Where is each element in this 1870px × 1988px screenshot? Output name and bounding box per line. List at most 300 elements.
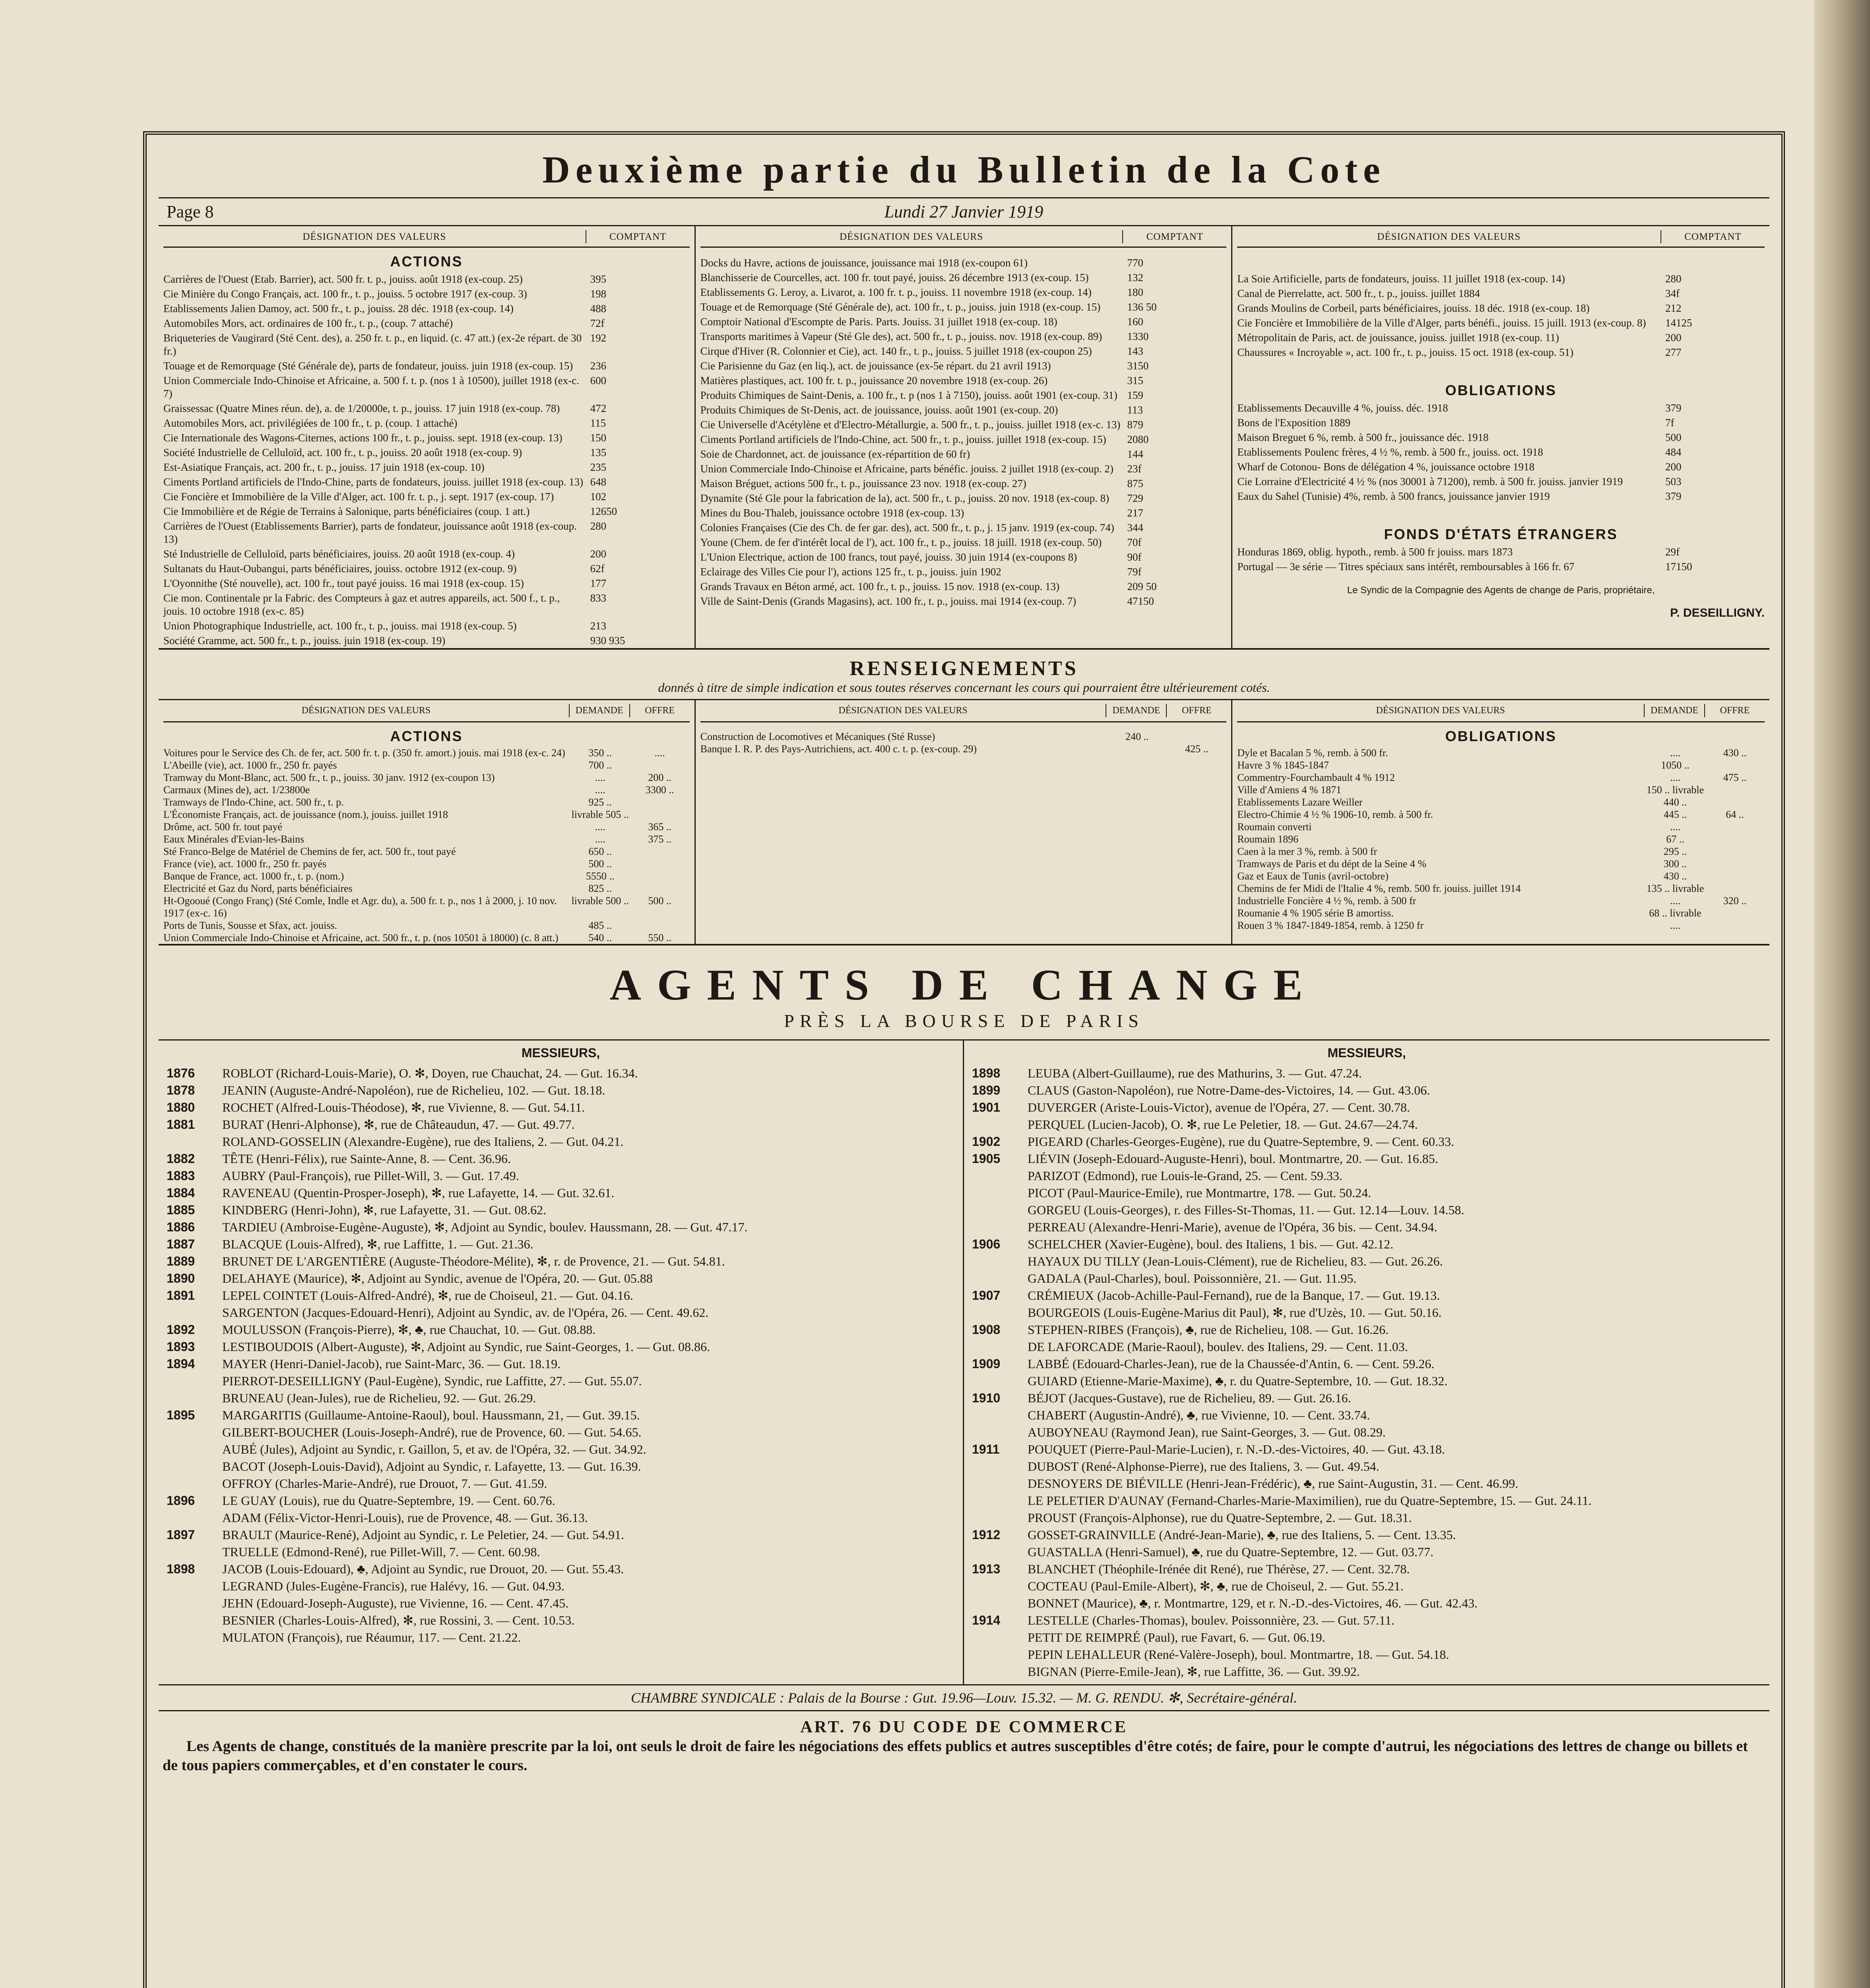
row-designation: Grands Moulins de Corbeil, parts bénéficiaires, jouiss. 18 déc. 1918 (ex-coup. 18): [1237, 302, 1590, 314]
column-header: [163, 226, 690, 248]
table-row: [972, 1133, 1761, 1150]
rens-section-actions: ACTIONS: [390, 728, 463, 744]
table-row: [167, 1065, 955, 1082]
table-row: [163, 895, 690, 919]
agent-year: 1893: [167, 1340, 195, 1354]
row-demande: 650 ..: [588, 846, 612, 857]
table-row: [1237, 345, 1765, 360]
table-row: [163, 870, 690, 882]
row-offre: [630, 796, 690, 808]
rens-column-3: [1232, 700, 1769, 944]
table-row: [972, 1390, 1761, 1407]
agent-entry: PICOT (Paul-Maurice-Emile), rue Montmartre, 178. — Gut. 50.24.: [1028, 1186, 1371, 1200]
row-demande: ....: [1670, 772, 1680, 783]
row-comptant: 136 50: [1127, 301, 1157, 313]
page-number: Page 8: [167, 202, 214, 221]
agent-entry: MAYER (Henri-Daniel-Jacob), rue Saint-Marc, 36. — Gut. 18.19.: [222, 1357, 561, 1371]
agent-year: 1902: [972, 1134, 1001, 1149]
table-row: [1237, 286, 1765, 301]
agent-entry: GOSSET-GRAINVILLE (André-Jean-Marie), ♣, rue des Italiens, 5. — Cent. 13.35.: [1028, 1528, 1456, 1542]
cote-column-1: [159, 226, 696, 648]
row-designation: Electricité et Gaz du Nord, parts bénéficiaires: [163, 883, 353, 894]
row-designation: Colonies Françaises (Cie des Ch. de fer gar. des), act. 500 fr., t. p., j. 15 janv. 1919 (ex-coup. 74): [700, 522, 1114, 534]
table-row: [1237, 759, 1765, 771]
table-row: [700, 315, 1227, 329]
table-row: [972, 1509, 1761, 1526]
row-demande: ....: [1670, 920, 1680, 931]
table-row: [972, 1424, 1761, 1441]
table-row: [972, 1184, 1761, 1202]
table-row: [1237, 771, 1765, 784]
agent-year: [167, 1509, 222, 1526]
agent-year: [972, 1578, 1028, 1595]
table-row: [163, 759, 690, 771]
agent-year: [972, 1116, 1028, 1133]
row-designation: Etablissements Lazare Weiller: [1237, 796, 1363, 808]
agent-year: 1911: [972, 1442, 1000, 1456]
row-comptant: 14125: [1665, 317, 1692, 329]
agent-year: [972, 1646, 1028, 1663]
agent-entry: GUIARD (Etienne-Marie-Maxime), ♣, r. du Quatre-Septembre, 10. — Gut. 18.32.: [1028, 1374, 1448, 1388]
agent-year: 1886: [167, 1220, 195, 1234]
row-comptant: 143: [1127, 345, 1143, 357]
row-offre: 3300 ..: [645, 784, 674, 796]
row-demande: 825 ..: [588, 883, 612, 894]
table-row: [700, 550, 1227, 565]
table-row: [167, 1424, 955, 1441]
table-row: [972, 1338, 1761, 1355]
agent-year: [972, 1184, 1028, 1202]
rens2-rows: [700, 730, 1227, 755]
row-offre: ....: [654, 747, 665, 759]
agent-entry: CHABERT (Augustin-André), ♣, rue Vivienne, 10. — Cent. 33.74.: [1028, 1408, 1370, 1422]
row-designation: Electro-Chimie 4 ½ % 1906-10, remb. à 500 fr.: [1237, 809, 1433, 820]
table-row: [972, 1116, 1761, 1133]
row-designation: Cirque d'Hiver (R. Colonnier et Cie), act. 140 fr., t. p., jouiss. 5 juillet 1918 (ex-coupon 25): [700, 345, 1092, 357]
row-comptant: 12650: [590, 505, 617, 517]
row-designation: Tramways de Paris et du dépt de la Seine 4 %: [1237, 858, 1426, 870]
row-comptant: 277: [1665, 346, 1682, 358]
table-row: [167, 1253, 955, 1270]
row-designation: Cie Foncière et Immobilière de la Ville d'Alger, act. 100 fr. t. p., j. sept. 1917 (ex-coup. 17): [163, 491, 554, 503]
messieurs-heading: MESSIEURS,: [521, 1046, 600, 1060]
table-row: [700, 447, 1227, 462]
row-offre: [630, 882, 690, 895]
table-row: [972, 1578, 1761, 1595]
row-demande: 135 .. livrable: [1646, 883, 1704, 894]
agent-year: 1880: [167, 1100, 195, 1114]
table-row: [700, 462, 1227, 476]
row-designation: Etablissements G. Leroy, a. Livarot, a. 100 fr. t. p., jouiss. 11 novembre 1918 (ex-coup. 14): [700, 286, 1092, 298]
agents-subtitle: PRÈS LA BOURSE DE PARIS: [784, 1011, 1144, 1031]
syndic-line: Le Syndic de la Compagnie des Agents de change de Paris, propriétaire,: [1347, 585, 1655, 596]
agent-entry: BRUNEAU (Jean-Jules), rue de Richelieu, 92. — Gut. 26.29.: [222, 1391, 536, 1405]
agent-year: [972, 1253, 1028, 1270]
row-designation: Voitures pour le Service des Ch. de fer, act. 500 fr. t. p. (350 fr. amort.) jouis. mai 1918 (ex-c. 24): [163, 747, 565, 759]
agent-entry: GORGEU (Louis-Georges), r. des Filles-St-Thomas, 11. — Gut. 12.14—Louv. 14.58.: [1028, 1203, 1465, 1217]
row-designation: Touage et de Remorquage (Sté Générale de), act. 100 fr., t. p., jouiss. juin 1918 (ex-coup. 15): [700, 301, 1101, 313]
agent-entry: MOULUSSON (François-Pierre), ✻, ♣, rue Chauchat, 10. — Gut. 08.88.: [222, 1322, 596, 1337]
table-row: [1237, 784, 1765, 796]
row-designation: Etablissements Decauville 4 %, jouiss. déc. 1918: [1237, 402, 1448, 414]
row-comptant: 72f: [590, 317, 605, 329]
row-comptant: 62f: [590, 563, 605, 575]
row-designation: Wharf de Cotonou- Bons de délégation 4 %, jouissance octobre 1918: [1237, 461, 1534, 473]
row-comptant: 600: [590, 375, 607, 386]
agent-year: [167, 1133, 222, 1150]
row-demande: 700 ..: [588, 759, 612, 771]
table-row: [1237, 401, 1765, 415]
table-row: [972, 1561, 1761, 1578]
row-designation: La Soie Artificielle, parts de fondateurs, jouiss. 11 juillet 1918 (ex-coup. 14): [1237, 273, 1565, 285]
table-row: [700, 594, 1227, 609]
row-demande: 150 .. livrable: [1646, 784, 1704, 796]
agent-year: [167, 1578, 222, 1595]
row-comptant: 472: [590, 402, 607, 414]
rens-column-1: [159, 700, 696, 944]
table-row: [972, 1595, 1761, 1612]
table-row: [1237, 445, 1765, 460]
table-row: [1237, 489, 1765, 504]
row-offre: 200 ..: [648, 772, 671, 783]
row-comptant: 198: [590, 288, 607, 300]
agent-year: [167, 1390, 222, 1407]
row-demande: ....: [1670, 821, 1680, 833]
row-offre: [1167, 730, 1226, 743]
agent-year: [972, 1407, 1028, 1424]
table-row: [700, 520, 1227, 535]
agent-entry: DELAHAYE (Maurice), ✻, Adjoint au Syndic, avenue de l'Opéra, 20. — Gut. 05.88: [222, 1271, 653, 1285]
row-designation: Automobiles Mors, act. ordinaires de 100 fr., t. p., (coup. 7 attaché): [163, 317, 453, 329]
agent-year: 1891: [167, 1288, 195, 1303]
row-designation: Sté Industrielle de Celluloïd, parts bénéficiaires, jouiss. 20 août 1918 (ex-coup. 4): [163, 548, 515, 560]
agent-entry: OFFROY (Charles-Marie-André), rue Drouot, 7. — Gut. 41.59.: [222, 1476, 547, 1491]
bulletin-page: [143, 131, 1785, 1988]
agent-entry: BLACQUE (Louis-Alfred), ✻, rue Laffitte, 1. — Gut. 21.36.: [222, 1237, 533, 1251]
agent-entry: DUVERGER (Ariste-Louis-Victor), avenue de l'Opéra, 27. — Cent. 30.78.: [1028, 1100, 1410, 1114]
row-comptant: 395: [590, 273, 607, 285]
row-comptant: 200: [1665, 461, 1682, 473]
header-demande: DEMANDE: [1644, 704, 1704, 717]
row-demande: ....: [595, 833, 605, 845]
row-designation: Transports maritimes à Vapeur (Sté Gle des), act. 500 fr., t. p., jouiss. nov. 1918 (ex-coup. 89): [700, 330, 1102, 342]
agent-year: [167, 1441, 222, 1458]
table-row: [700, 506, 1227, 520]
row-comptant: 17150: [1665, 561, 1692, 573]
row-demande: 540 ..: [588, 932, 612, 944]
agent-year: [972, 1219, 1028, 1236]
table-row: [167, 1509, 955, 1526]
table-row: [700, 743, 1227, 755]
agent-entry: AUBOYNEAU (Raymond Jean), rue Saint-Georges, 3. — Gut. 08.29.: [1028, 1425, 1386, 1439]
table-row: [163, 316, 690, 331]
row-designation: L'Union Electrique, action de 100 francs, tout payé, jouiss. 30 juin 1914 (ex-coupons 8): [700, 551, 1077, 563]
header-designation: DÉSIGNATION DES VALEURS: [838, 705, 968, 716]
row-demande: 430 ..: [1663, 870, 1687, 882]
table-row: [700, 535, 1227, 550]
row-comptant: 23f: [1127, 463, 1142, 475]
row-demande: 445 ..: [1663, 809, 1687, 820]
agent-year: [972, 1475, 1028, 1492]
row-designation: Produits Chimiques de Saint-Denis, a. 100 fr., t. p (nos 1 à 7150), jouiss. août 1901 (ex-coup. 31): [700, 389, 1117, 401]
agent-entry: BURAT (Henri-Alphonse), ✻, rue de Châteaudun, 47. — Gut. 49.77.: [222, 1117, 575, 1132]
agent-year: [167, 1373, 222, 1390]
agent-entry: BOURGEOIS (Louis-Eugène-Marius dit Paul), ✻, rue d'Uzès, 10. — Gut. 50.16.: [1028, 1305, 1442, 1320]
table-row: [972, 1458, 1761, 1475]
table-row: [167, 1321, 955, 1338]
row-designation: Havre 3 % 1845-1847: [1237, 759, 1329, 771]
row-comptant: 833: [590, 592, 607, 604]
table-row: [163, 561, 690, 576]
agent-year: [972, 1202, 1028, 1219]
row-offre: [1705, 907, 1765, 919]
table-row: [163, 833, 690, 845]
row-designation: Cie Universelle d'Acétylène et d'Electro-Métallurgie, a. 500 fr., t. p., jouiss. juillet 1918 (ex-c. 13): [700, 419, 1121, 431]
table-row: [167, 1458, 955, 1475]
table-row: [167, 1150, 955, 1167]
rens1-rows: [163, 747, 690, 944]
table-row: [1237, 301, 1765, 316]
row-comptant: 2080: [1127, 433, 1149, 445]
row-designation: Honduras 1869, oblig. hypoth., remb. à 500 fr jouiss. mars 1873: [1237, 546, 1513, 558]
row-designation: Sté Franco-Belge de Matériel de Chemins de fer, act. 500 fr., tout payé: [163, 846, 456, 857]
row-comptant: 770: [1127, 257, 1143, 269]
agent-entry: CLAUS (Gaston-Napoléon), rue Notre-Dame-des-Victoires, 14. — Gut. 43.06.: [1028, 1083, 1430, 1097]
agent-year: [167, 1595, 222, 1612]
table-row: [700, 270, 1227, 285]
table-row: [700, 300, 1227, 315]
agent-entry: TRUELLE (Edmond-René), rue Pillet-Will, 7. — Cent. 60.98.: [222, 1545, 540, 1559]
row-offre: [1705, 784, 1765, 796]
section-obligations: OBLIGATIONS: [1445, 382, 1557, 398]
row-designation: Est-Asiatique Français, act. 200 fr., t. p., jouiss. 17 juin 1918 (ex-coup. 10): [163, 461, 485, 473]
agents-title: AGENTS DE CHANGE: [609, 961, 1319, 1009]
row-designation: Roumain 1896: [1237, 833, 1299, 845]
agent-year: [972, 1373, 1028, 1390]
table-row: [1237, 882, 1765, 895]
table-row: [167, 1595, 955, 1612]
agent-year: 1914: [972, 1613, 1001, 1627]
row-offre: [1705, 882, 1765, 895]
column-header: [1237, 226, 1765, 248]
agent-year: 1876: [167, 1066, 195, 1080]
row-designation: Industrielle Foncière 4 ½ %, remb. à 500 fr: [1237, 895, 1416, 907]
table-row: [167, 1475, 955, 1492]
agent-entry: BACOT (Joseph-Louis-David), Adjoint au Syndic, r. Lafayette, 13. — Gut. 16.39.: [222, 1459, 641, 1474]
table-row: [163, 373, 690, 401]
row-designation: Roumain converti: [1237, 821, 1312, 833]
page-spine-shadow: [1814, 0, 1870, 1988]
table-row: [972, 1167, 1761, 1184]
row-designation: Union Commerciale Indo-Chinoise et Africaine, act. 500 fr., t. p. (nos 10501 à 18000) (c. 8 att.): [163, 932, 559, 944]
table-row: [1237, 316, 1765, 330]
row-designation: Etablissements Jalien Damoy, act. 500 fr., t. p., jouiss. 28 déc. 1918 (ex-coup. 14): [163, 303, 514, 315]
row-designation: Tramways de l'Indo-Chine, act. 500 fr., t. p.: [163, 796, 344, 808]
table-row: [972, 1219, 1761, 1236]
row-demande: 295 ..: [1663, 846, 1687, 857]
agent-entry: ADAM (Félix-Victor-Henri-Louis), rue de Provence, 48. — Gut. 36.13.: [222, 1510, 588, 1525]
row-offre: [1705, 858, 1765, 870]
table-row: [700, 491, 1227, 506]
row-designation: Banque I. R. P. des Pays-Autrichiens, act. 400 c. t. p. (ex-coup. 29): [700, 743, 977, 755]
row-designation: Chaussures « Incroyable », act. 100 fr., t. p., jouiss. 15 oct. 1918 (ex-coup. 51): [1237, 346, 1574, 358]
row-offre: [630, 870, 690, 882]
row-demande: 1050 ..: [1661, 759, 1690, 771]
row-comptant: 875: [1127, 478, 1143, 489]
table-row: [163, 431, 690, 445]
row-designation: Drôme, act. 500 fr. tout payé: [163, 821, 282, 833]
agent-year: [167, 1304, 222, 1321]
section-etats-etrangers: FONDS D'ÉTATS ÉTRANGERS: [1384, 526, 1618, 542]
agent-entry: MULATON (François), rue Réaumur, 117. — Cent. 21.22.: [222, 1630, 521, 1644]
table-row: [972, 1065, 1761, 1082]
row-demande: livrable 505 ..: [571, 809, 629, 820]
col3-rows-top: [1237, 272, 1765, 360]
row-designation: France (vie), act. 1000 fr., 250 fr. payés: [163, 858, 327, 870]
row-comptant: 209 50: [1127, 580, 1157, 592]
row-offre: [1705, 796, 1765, 808]
agent-entry: AUBÉ (Jules), Adjoint au Syndic, r. Gaillon, 5, et av. de l'Opéra, 32. — Gut. 34.92.: [222, 1442, 646, 1456]
row-designation: Carrières de l'Ouest (Etablissements Barrier), parts de fondateur, jouissance août 1918 (ex-coup. 13): [163, 520, 577, 545]
row-designation: Automobiles Mors, act. privilégiées de 100 fr., t. p. (coup. 1 attaché): [163, 417, 458, 429]
row-designation: Ville de Saint-Denis (Grands Magasins), act. 100 fr., t. p., jouiss. mai 1914 (ex-coup. 7): [700, 595, 1077, 607]
agent-year: 1885: [167, 1203, 195, 1217]
table-row: [972, 1082, 1761, 1099]
agent-year: 1883: [167, 1169, 195, 1183]
agent-year: [167, 1543, 222, 1561]
agent-year: 1909: [972, 1357, 1001, 1371]
table-row: [167, 1082, 955, 1099]
rens-header: [700, 700, 1227, 722]
row-designation: Dynamite (Sté Gle pour la fabrication de la), act. 500 fr., t. p., jouiss. 20 nov. 1918 (ex-coup. 8): [700, 492, 1110, 504]
rens-column-2: [696, 700, 1233, 944]
table-row: [1237, 919, 1765, 932]
row-designation: Ports de Tunis, Sousse et Sfax, act. jouiss.: [163, 920, 337, 931]
row-demande: ....: [1670, 747, 1680, 759]
table-row: [972, 1355, 1761, 1373]
table-row: [163, 784, 690, 796]
col3-rows-etrangers: [1237, 545, 1765, 574]
row-comptant: 115: [590, 417, 606, 429]
agent-entry: TÊTE (Henri-Félix), rue Sainte-Anne, 8. — Cent. 36.96.: [222, 1151, 511, 1166]
row-designation: Rouen 3 % 1847-1849-1854, remb. à 1250 fr: [1237, 920, 1424, 931]
agent-year: 1894: [167, 1357, 195, 1371]
agent-entry: BRUNET DE L'ARGENTIÈRE (Auguste-Théodore-Mélite), ✻, r. de Provence, 21. — Gut. 54.81.: [222, 1254, 725, 1268]
table-row: [167, 1390, 955, 1407]
table-row: [167, 1373, 955, 1390]
agents-left: [159, 1041, 964, 1684]
row-offre: 550 ..: [648, 932, 671, 944]
table-row: [163, 359, 690, 373]
table-row: [1237, 796, 1765, 808]
agent-entry: POUQUET (Pierre-Paul-Marie-Lucien), r. N.-D.-des-Victoires, 40. — Gut. 43.18.: [1028, 1442, 1445, 1456]
table-row: [163, 475, 690, 489]
row-designation: Cie Minière du Congo Français, act. 100 fr., t. p., jouiss. 5 octobre 1917 (ex-coup. 3): [163, 288, 527, 300]
agent-year: [167, 1612, 222, 1629]
row-demande: 5550 ..: [586, 870, 615, 882]
agent-year: 1912: [972, 1528, 1001, 1542]
agent-entry: BIGNAN (Pierre-Emile-Jean), ✻, rue Laffitte, 36. — Gut. 39.92.: [1028, 1664, 1360, 1679]
row-demande: 68 .. livrable: [1649, 907, 1701, 919]
table-row: [167, 1236, 955, 1253]
agent-year: [972, 1543, 1028, 1561]
agent-entry: LEGRAND (Jules-Eugène-Francis), rue Halévy, 16. — Gut. 04.93.: [222, 1579, 564, 1593]
agents-right-rows: [972, 1065, 1761, 1680]
row-designation: Roumanie 4 % 1905 série B amortiss.: [1237, 907, 1394, 919]
row-offre: 475 ..: [1723, 772, 1747, 783]
header-designation: DÉSIGNATION DES VALEURS: [1376, 705, 1505, 716]
row-designation: Eaux Minérales d'Evian-les-Bains: [163, 833, 305, 845]
table-row: [163, 808, 690, 821]
row-offre: [630, 845, 690, 858]
agent-entry: LE GUAY (Louis), rue du Quatre-Septembre, 19. — Cent. 60.76.: [222, 1493, 555, 1508]
table-row: [163, 932, 690, 944]
table-row: [163, 401, 690, 416]
agent-year: [972, 1458, 1028, 1475]
row-comptant: 930 935: [590, 635, 625, 646]
row-comptant: 135: [590, 447, 607, 458]
row-comptant: 503: [1665, 476, 1682, 487]
row-demande: ....: [595, 772, 605, 783]
agent-entry: COCTEAU (Paul-Emile-Albert), ✻, ♣, rue de Choiseul, 2. — Gut. 55.21.: [1028, 1579, 1404, 1593]
agent-entry: LIÉVIN (Joseph-Edouard-Auguste-Henri), boul. Montmartre, 20. — Gut. 16.85.: [1028, 1151, 1438, 1166]
table-row: [167, 1407, 955, 1424]
row-comptant: 102: [590, 491, 607, 503]
header-offre: OFFRE: [1704, 704, 1765, 717]
header-comptant: COMPTANT: [1660, 230, 1765, 243]
row-comptant: 484: [1665, 446, 1682, 458]
table-row: [163, 460, 690, 475]
agent-entry: BONNET (Maurice), ♣, r. Montmartre, 129, et r. N.-D.-des-Victoires, 46. — Gut. 42.43.: [1028, 1596, 1478, 1610]
row-designation: Eaux du Sahel (Tunisie) 4%, remb. à 500 francs, jouissance janvier 1919: [1237, 490, 1550, 502]
table-row: [1237, 545, 1765, 559]
agent-year: 1908: [972, 1322, 1001, 1337]
table-row: [972, 1150, 1761, 1167]
row-comptant: 90f: [1127, 551, 1142, 563]
row-offre: [1705, 845, 1765, 858]
table-row: [700, 565, 1227, 579]
table-row: [163, 619, 690, 633]
row-offre: [1705, 919, 1765, 932]
row-designation: Briqueteries de Vaugirard (Sté Cent. des), a. 250 fr. t. p., en liquid. (c. 47 att.) (ex-2e répart. de 30 fr.): [163, 332, 582, 357]
table-row: [163, 416, 690, 431]
agent-year: 1901: [972, 1100, 1001, 1114]
row-comptant: 7f: [1665, 417, 1674, 429]
row-designation: Commentry-Fourchambault 4 % 1912: [1237, 772, 1395, 783]
table-row: [163, 504, 690, 519]
agent-year: [972, 1595, 1028, 1612]
row-comptant: 648: [590, 476, 607, 488]
cote-table: [159, 226, 1769, 650]
agent-entry: GADALA (Paul-Charles), boul. Poissonnière, 21. — Gut. 11.95.: [1028, 1271, 1357, 1285]
agent-year: 1910: [972, 1391, 1001, 1405]
table-row: [163, 771, 690, 784]
table-row: [700, 417, 1227, 432]
agent-year: 1905: [972, 1151, 1001, 1166]
header-designation: DÉSIGNATION DES VALEURS: [301, 705, 431, 716]
table-row: [163, 445, 690, 460]
table-row: [167, 1526, 955, 1543]
agent-entry: BRAULT (Maurice-René), Adjoint au Syndic, r. Le Peletier, 24. — Gut. 54.91.: [222, 1528, 625, 1542]
article-title: ART. 76 DU CODE DE COMMERCE: [800, 1718, 1128, 1736]
row-designation: Cie Internationale des Wagons-Citernes, actions 100 fr., t. p., jouiss. sept. 1918 (ex-coup. 13): [163, 432, 563, 444]
agent-year: [972, 1663, 1028, 1680]
row-designation: Matières plastiques, act. 100 fr. t. p., jouissance 20 novembre 1918 (ex-coup. 26): [700, 375, 1048, 386]
col2-rows: [700, 256, 1227, 609]
row-comptant: 879: [1127, 419, 1143, 431]
chambre-syndicale: CHAMBRE SYNDICALE : Palais de la Bourse : Gut. 19.96—Louv. 15.32. — M. G. RENDU. ✻, Secrétaire-général.: [159, 1685, 1769, 1711]
table-row: [700, 373, 1227, 388]
